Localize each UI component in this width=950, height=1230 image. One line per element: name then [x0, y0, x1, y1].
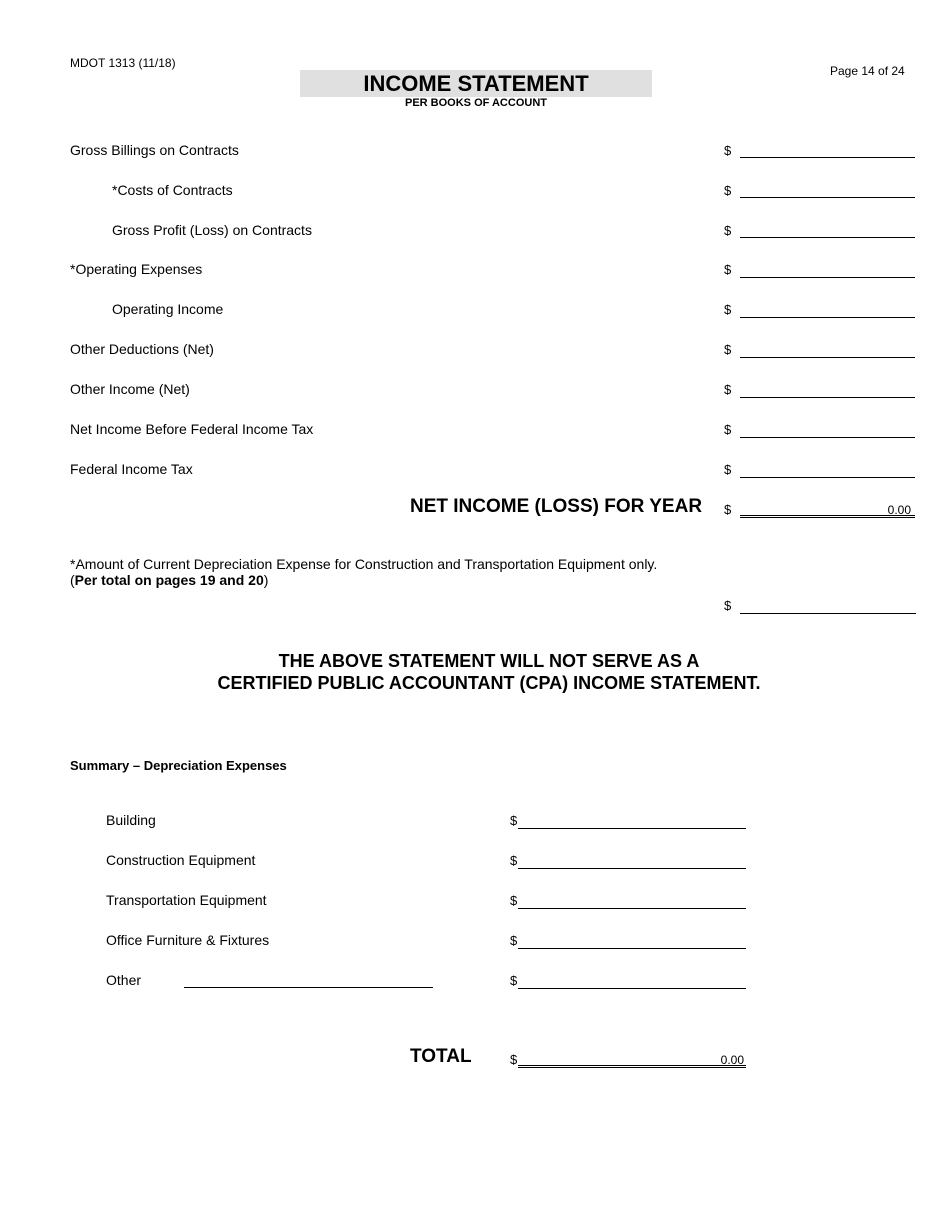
warning-line-1: THE ABOVE STATEMENT WILL NOT SERVE AS A	[278, 651, 700, 671]
summary-label-building: Building	[106, 812, 156, 828]
row-label-federal-income-tax: Federal Income Tax	[70, 461, 193, 477]
row-label-other-income: Other Income (Net)	[70, 381, 190, 397]
net-income-before-tax-field[interactable]	[740, 437, 915, 438]
net-income-label: NET INCOME (LOSS) FOR YEAR	[410, 496, 703, 517]
page-title: INCOME STATEMENT	[363, 71, 589, 96]
total-value: 0.00	[720, 1053, 744, 1067]
operating-expenses-field[interactable]	[740, 277, 915, 278]
dollar-sign: $	[724, 262, 732, 277]
net-income-value: 0.00	[887, 503, 911, 517]
construction-equipment-field[interactable]	[518, 868, 746, 869]
building-field[interactable]	[518, 828, 746, 829]
row-label-costs-of-contracts: *Costs of Contracts	[112, 182, 233, 198]
dollar-sign: $	[724, 422, 732, 437]
depreciation-note	[70, 556, 657, 588]
summary-label-construction-equipment: Construction Equipment	[106, 852, 256, 868]
other-field[interactable]	[518, 988, 746, 989]
form-id: MDOT 1313 (11/18)	[70, 56, 176, 70]
gross-billings-field[interactable]	[740, 157, 915, 158]
total-label: TOTAL	[410, 1046, 472, 1067]
dollar-sign: $	[724, 382, 732, 397]
gross-profit-field[interactable]	[740, 237, 915, 238]
summary-label-office-furniture: Office Furniture & Fixtures	[106, 932, 270, 948]
other-description-field[interactable]	[184, 987, 433, 988]
depreciation-note-line1: *Amount of Current Depreciation Expense for Construction and Transportation Equipment only.	[70, 556, 658, 572]
page-subtitle: PER BOOKS OF ACCOUNT	[405, 97, 547, 109]
dollar-sign: $	[724, 223, 732, 238]
dollar-sign: $	[510, 813, 518, 828]
dollar-sign: $	[724, 598, 732, 613]
dollar-sign: $	[724, 462, 732, 477]
dollar-sign: $	[724, 183, 732, 198]
page-number: Page 14 of 24	[830, 64, 905, 78]
depreciation-note-reference: Per total on pages 19 and 20	[74, 572, 264, 588]
row-label-gross-profit: Gross Profit (Loss) on Contracts	[112, 222, 312, 238]
transportation-equipment-field[interactable]	[518, 908, 746, 909]
federal-income-tax-field[interactable]	[740, 477, 915, 478]
dollar-sign: $	[510, 853, 518, 868]
warning-line-2: CERTIFIED PUBLIC ACCOUNTANT (CPA) INCOME STATEMENT.	[217, 673, 761, 693]
row-label-other-deductions: Other Deductions (Net)	[70, 341, 214, 357]
dollar-sign: $	[724, 143, 732, 158]
row-label-gross-billings: Gross Billings on Contracts	[70, 142, 239, 158]
summary-label-transportation-equipment: Transportation Equipment	[106, 892, 267, 908]
other-income-field[interactable]	[740, 397, 915, 398]
dollar-sign: $	[510, 893, 518, 908]
dollar-sign: $	[724, 502, 732, 517]
row-label-net-income-before-tax: Net Income Before Federal Income Tax	[70, 421, 314, 437]
dollar-sign: $	[724, 302, 732, 317]
row-label-operating-income: Operating Income	[112, 301, 224, 317]
dollar-sign: $	[724, 342, 732, 357]
depreciation-note-line2: (Per total on pages 19 and 20)	[70, 572, 269, 588]
depreciation-amount-field[interactable]	[740, 613, 916, 614]
dollar-sign: $	[510, 933, 518, 948]
row-label-operating-expenses: *Operating Expenses	[70, 261, 203, 277]
office-furniture-field[interactable]	[518, 948, 746, 949]
operating-income-field[interactable]	[740, 317, 915, 318]
other-deductions-field[interactable]	[740, 357, 915, 358]
summary-label-other: Other	[106, 972, 142, 988]
summary-title: Summary – Depreciation Expenses	[70, 758, 287, 773]
dollar-sign: $	[510, 973, 518, 988]
dollar-sign: $	[510, 1052, 518, 1067]
costs-of-contracts-field[interactable]	[740, 197, 915, 198]
